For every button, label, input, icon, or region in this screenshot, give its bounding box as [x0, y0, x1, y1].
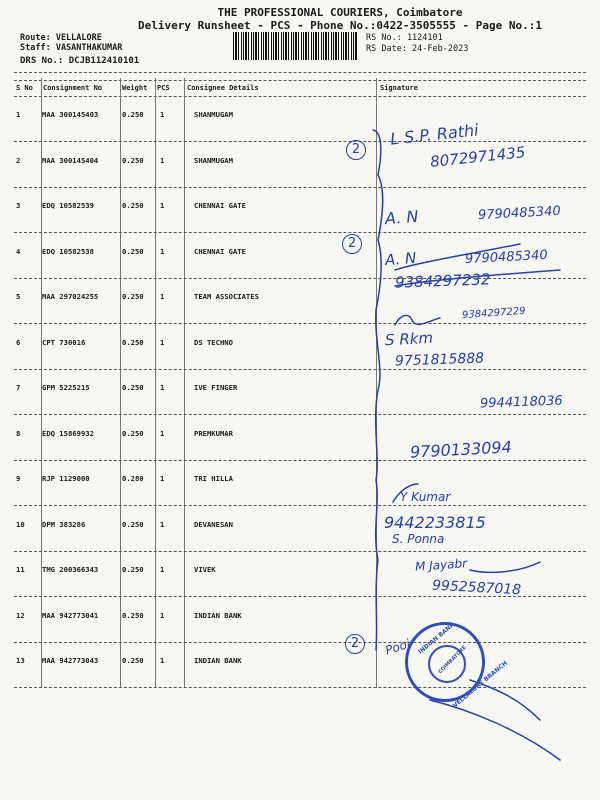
cell-weight: 0.250 [122, 201, 144, 210]
cell-sno: 2 [16, 155, 21, 165]
cell-consignment-no: CPT 730016 [42, 337, 86, 347]
cell-consignee: PREMKUMAR [194, 428, 233, 438]
cell-pcs: 1 [160, 292, 165, 301]
signature-row4: A. N [384, 248, 417, 270]
phone-row11: 9442233815 [384, 513, 486, 532]
phone-row3: 9790485340 [477, 203, 562, 224]
column-header-consignment: Consignment No [43, 84, 103, 92]
cell-weight: 0.250 [122, 292, 144, 301]
cell-weight: 0.250 [122, 656, 144, 665]
signature-row13: Pooj [383, 636, 412, 658]
cell-sno: 3 [16, 201, 21, 210]
cell-pcs: 1 [160, 337, 165, 347]
cell-consignment-no: EDQ 10582538 [42, 246, 94, 256]
drs-number: DRS No.: DCJB112410101 [20, 56, 140, 66]
cell-pcs: 1 [160, 519, 165, 529]
cell-consignment-no: RJP 1129000 [42, 474, 90, 483]
cell-consignment-no: EDQ 10582539 [42, 201, 94, 210]
column-header-signature: Signature [380, 84, 418, 92]
cell-consignment-no: MAA 300145404 [42, 155, 99, 165]
cell-consignee: DEVANESAN [194, 519, 233, 529]
signature-row3: A. N [384, 206, 420, 229]
cell-weight: 0.250 [122, 337, 144, 347]
runsheet-subtitle: Delivery Runsheet - PCS - Phone No.:0422-3505555 - Page No.:1 [138, 19, 542, 32]
cell-consignee: SHANMUGAM [194, 155, 233, 165]
cell-weight: 0.250 [122, 565, 144, 574]
signature-row1: L S.P. Rathi [389, 120, 480, 149]
cell-consignee: INDIAN BANK [194, 610, 242, 620]
phone-row5: 9384297232 [394, 270, 491, 292]
signature-row11: S. Ponna [392, 532, 445, 546]
column-header-weight: Weight [122, 84, 148, 92]
cell-sno: 11 [16, 565, 25, 574]
cell-pcs: 1 [160, 610, 165, 620]
phone-row1: 8072971435 [429, 143, 527, 171]
bank-seal-text: COIMBATORE [437, 644, 468, 676]
cell-consignee: TRI HILLA [194, 474, 233, 483]
cell-consignment-no: MAA 942773043 [42, 656, 99, 665]
cell-pcs: 1 [160, 656, 165, 665]
cell-weight: 0.250 [122, 610, 144, 620]
phone-row4: 9790485340 [464, 247, 549, 268]
signature-row12: M Jayabr [414, 556, 468, 574]
cell-consignment-no: MAA 942773041 [42, 610, 99, 620]
cell-weight: 0.250 [122, 155, 144, 165]
bank-seal-stamp [405, 621, 509, 710]
signature-row10: Y Kumar [400, 490, 451, 504]
cell-pcs: 1 [160, 246, 165, 256]
phone-row12: 9952587018 [431, 577, 522, 599]
circled-number: 2 [345, 634, 365, 654]
route-label: Route: VELLALORE [20, 33, 102, 43]
phone-row6-small: 9384297229 [461, 305, 526, 322]
cell-weight: 0.250 [122, 428, 144, 438]
cell-weight: 0.280 [122, 474, 144, 483]
cell-consignment-no: DPM 383286 [42, 519, 86, 529]
cell-sno: 12 [16, 610, 25, 620]
cell-pcs: 1 [160, 110, 165, 119]
bank-seal-text: INDIAN BANK [417, 621, 457, 656]
phone-row7: 9751815888 [394, 350, 485, 370]
cell-consignee: VIVEK [194, 565, 216, 574]
cell-pcs: 1 [160, 383, 165, 392]
cell-consignee: SHANMUGAM [194, 110, 233, 119]
cell-sno: 9 [16, 474, 21, 483]
cell-consignee: CHENNAI GATE [194, 201, 246, 210]
cell-consignment-no: MAA 300145403 [42, 110, 99, 119]
cell-weight: 0.250 [122, 519, 144, 529]
cell-consignee: DS TECHNO [194, 337, 233, 347]
cell-pcs: 1 [160, 428, 165, 438]
cell-pcs: 1 [160, 565, 165, 574]
cell-consignee: IVE FINGER [194, 383, 238, 392]
cell-consignee: INDIAN BANK [194, 656, 242, 665]
cell-sno: 5 [16, 292, 21, 301]
cell-sno: 6 [16, 337, 21, 347]
cell-consignment-no: TMG 200366343 [42, 565, 99, 574]
cell-sno: 10 [16, 519, 25, 529]
cell-weight: 0.250 [122, 383, 144, 392]
company-title: THE PROFESSIONAL COURIERS, Coimbatore [217, 6, 463, 19]
cell-sno: 1 [16, 110, 21, 119]
cell-consignment-no: MAA 297024255 [42, 292, 99, 301]
cell-consignment-no: GPM 5225215 [42, 383, 90, 392]
circled-number: 2 [346, 140, 366, 160]
signature-row6: S Rkm [384, 328, 434, 350]
cell-pcs: 1 [160, 201, 165, 210]
rs-date: RS Date: 24-Feb-2023 [366, 44, 469, 54]
column-header-consignee: Consignee Details [187, 84, 259, 92]
column-header-pcs: PCS [157, 84, 170, 92]
cell-consignee: TEAM ASSOCIATES [194, 292, 259, 301]
cell-sno: 8 [16, 428, 21, 438]
cell-weight: 0.250 [122, 246, 144, 256]
cell-pcs: 1 [160, 155, 165, 165]
phone-row8: 9944118036 [479, 393, 563, 412]
rs-number: RS No.: 1124101 [366, 33, 443, 43]
cell-sno: 4 [16, 246, 21, 256]
bank-seal-text: VELLALURE BRANCH [451, 659, 509, 710]
phone-row9: 9790133094 [409, 437, 513, 462]
cell-weight: 0.250 [122, 110, 144, 119]
cell-consignee: CHENNAI GATE [194, 246, 246, 256]
staff-label: Staff: VASANTHAKUMAR [20, 43, 123, 53]
circled-number: 2 [342, 234, 362, 254]
cell-sno: 13 [16, 656, 25, 665]
cell-pcs: 1 [160, 474, 165, 483]
cell-sno: 7 [16, 383, 21, 392]
cell-consignment-no: EDQ 15869932 [42, 428, 94, 438]
column-header-sno: S No [16, 84, 33, 92]
